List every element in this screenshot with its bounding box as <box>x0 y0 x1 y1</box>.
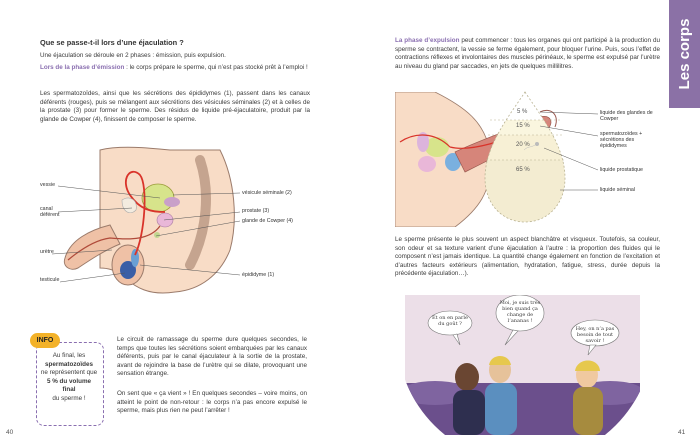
label-vesicule-seminale: vésicule séminale (2) <box>242 190 292 196</box>
speech-bubble-pineapple: Moi, je suis très bien quand ça change de l’ananas ! <box>499 300 541 324</box>
emission-lead: Lors de la phase d’émission <box>40 64 125 71</box>
right-page <box>350 0 700 447</box>
info-bold-sperm: spermatozoïdes <box>45 360 93 368</box>
chapter-tab <box>669 0 700 108</box>
pct-20: 20 % <box>516 142 530 148</box>
label-prostate: prostate (3) <box>242 208 270 214</box>
label-prostatic-liquid: liquide prostatique <box>600 167 643 173</box>
section-heading: Que se passe-t-il lors d’une éjaculation ? <box>40 38 184 47</box>
info-post: du sperme ! <box>52 394 86 402</box>
page-number-left: 40 <box>6 429 14 436</box>
label-vessie: vessie <box>40 182 56 188</box>
info-pre: Au final, les <box>52 352 86 359</box>
label-canal-deferent: canal déférent <box>40 206 60 219</box>
label-uretre: urètre <box>40 249 54 255</box>
circuit-paragraph: Le circuit de ramassage du sperme dure quelques secondes, le temps que toutes les sécrétions soient embarquées par les canaux déférents, puis par le canal éjaculateur à la sortie de la prostate, avant de rejoindre la base de l’urètre qui se dilate, provoquant une sensation étrange. <box>117 336 307 378</box>
info-bold-volume: 5 % du volume final <box>46 377 92 394</box>
pct-65: 65 % <box>516 167 530 173</box>
pct-15: 15 % <box>516 123 530 129</box>
label-epididyme: épididyme (1) <box>242 272 275 278</box>
label-glande-cowper: glande de Cowper (4) <box>242 218 293 224</box>
label-spermatozoa-secretions: spermatozoïdes + sécrétions des épididymes <box>600 131 643 150</box>
pct-5: 5 % <box>517 109 528 115</box>
label-cowper-liquid: liquide des glandes de Cowper <box>600 110 653 123</box>
label-testicule: testicule <box>40 277 60 283</box>
label-seminal-liquid: liquide séminal <box>600 187 636 193</box>
point-of-no-return-paragraph: On sent que « ça vient » ! En quelques secondes – voire moins, on atteint le point de non-retour : le corps n’a pas encore expulsé le sperme, mais plus rien ne peut l’arrêter ! <box>117 390 307 415</box>
page-number-right: 41 <box>678 429 686 436</box>
speech-bubble-no-need: Hey, on n’a pas besoin de tout savoir ! <box>575 326 615 344</box>
chapter-tab-title: Les corps <box>676 18 693 90</box>
intro-paragraph: Une éjaculation se déroule en 2 phases : émission, puis expulsion. <box>40 52 226 59</box>
spermatozoa-paragraph: Les spermatozoïdes, ainsi que les sécrétions des épididymes (1), passent dans les canaux déférents (rouges), puis se mélangent aux sécrétions des vésicules séminales (2) et à celles de la prostate (3) pour former le sperme. Des résidus de liquide pré-éjaculatoire, produit par la glande de Cowper (4), finissent de composer le sperme. <box>40 90 310 123</box>
info-badge: INFO <box>30 333 60 348</box>
appearance-paragraph: Le sperme présente le plus souvent un aspect blanchâtre et visqueux. Toutefois, sa couleur, son odeur et sa texture varient d’une éjaculation à l’autre : la proportion des fluides qui le composent n’est jamais identique. La quantité change également en fonction de l’excitation et d’autres facteurs extérieurs (alimentation, hydratation, fatigue, stress, durée depuis la précédente éjaculation…). <box>395 236 660 278</box>
info-mid: ne représentent que <box>40 369 98 377</box>
speech-bubble-taste: Et on en parle du goût ? <box>432 315 468 327</box>
expulsion-lead: La phase d’expulsion <box>395 37 460 44</box>
emission-text: : le corps prépare le sperme, qui n’est pas stocké prêt à l’emploi ! <box>124 64 308 71</box>
expulsion-text: peut commencer : tous les organes qui ont participé à la production du sperme se contractent, la vessie se ferme également, pour bloquer l’urine. Puis, sous l’effet de contractions réflexes et involontaires des muscles périnéaux, le sperme est expulsé par l’urètre au niveau du gland par saccades, en jets de quelques millilitres. <box>395 37 660 70</box>
info-text <box>40 352 98 404</box>
